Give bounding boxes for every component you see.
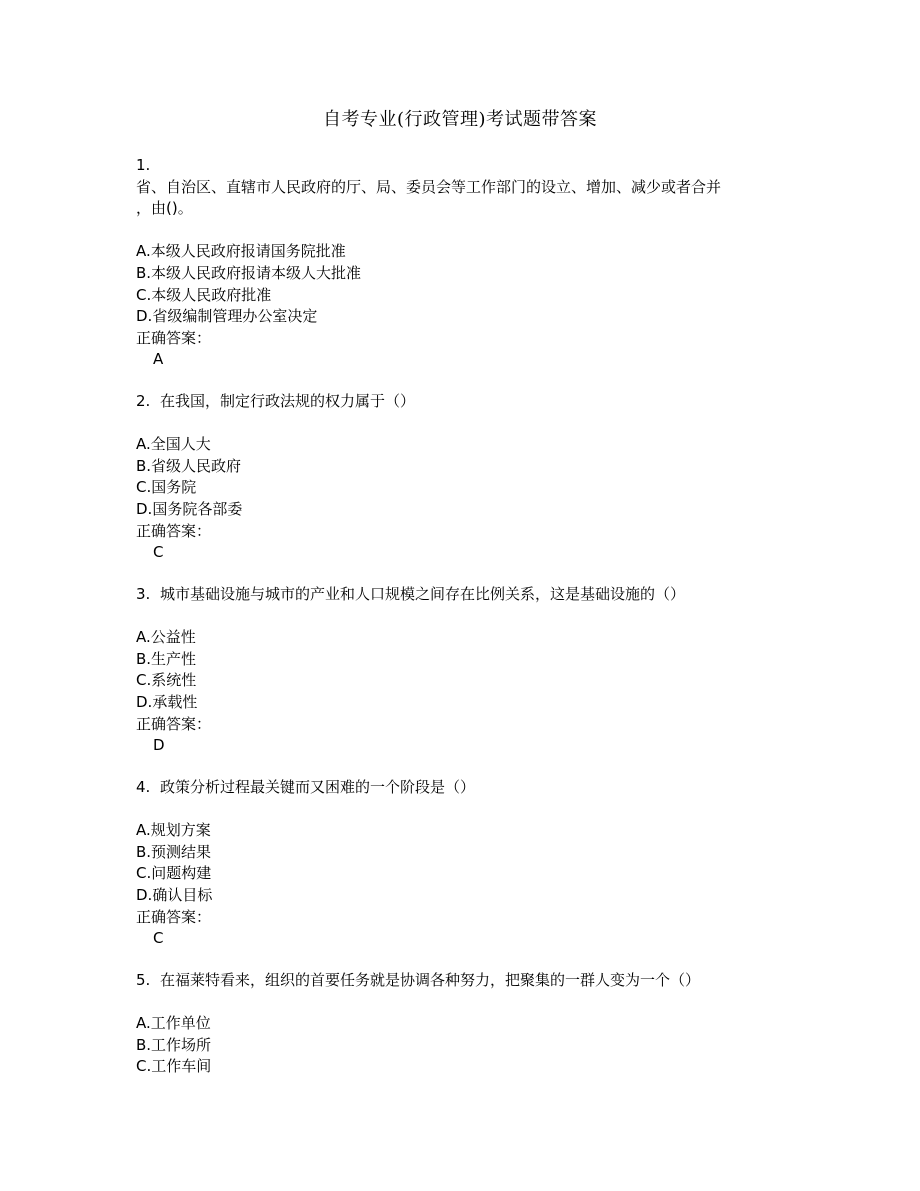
option-c: C.工作车间 (136, 1057, 212, 1076)
answer-value: A (153, 350, 164, 369)
option-b: B.省级人民政府 (136, 456, 242, 475)
question-stem: 在我国，制定行政法规的权力属于（） (160, 392, 416, 410)
question-list (136, 155, 796, 1078)
question-4 (136, 777, 796, 970)
question-stem: 省、自治区、直辖市人民政府的厅、局、委员会等工作部门的设立、增加、减少或者合并 (136, 177, 722, 196)
question-stem-line (136, 970, 796, 992)
option-b: B.本级人民政府报请本级人大批准 (136, 263, 362, 282)
question-3 (136, 584, 796, 777)
question-number: 1. (136, 156, 151, 174)
question-stem: 在福莱特看来，组织的首要任务就是协调各种努力，把聚集的一群人变为一个（） (160, 971, 701, 989)
answer-label: 正确答案： (136, 714, 212, 733)
option-a: A.工作单位 (136, 1014, 211, 1033)
option-a: A.公益性 (136, 628, 196, 647)
spacer (136, 992, 796, 1014)
answer-label: 正确答案： (136, 521, 212, 540)
option-b: B.工作场所 (136, 1035, 212, 1054)
option-a: A.全国人大 (136, 435, 211, 454)
question-stem-line (136, 584, 796, 606)
question-1 (136, 155, 796, 391)
option-c: C.问题构建 (136, 864, 212, 883)
question-number: 5. (136, 971, 151, 989)
question-stem-line (136, 391, 796, 413)
question-number: 4. (136, 778, 151, 796)
option-a: A.本级人民政府报请国务院批准 (136, 242, 346, 261)
question-number: 3. (136, 585, 151, 603)
spacer (136, 413, 796, 435)
question-stem: 政策分析过程最关键而又困难的一个阶段是（） (160, 778, 476, 796)
answer-value: C (153, 929, 164, 948)
option-d: D.承载性 (136, 692, 198, 711)
spacer (136, 799, 796, 821)
option-d: D.省级编制管理办公室决定 (136, 307, 318, 326)
answer-value: C (153, 543, 164, 562)
option-b: B.生产性 (136, 649, 197, 668)
question-2 (136, 391, 796, 584)
page-title: 自考专业(行政管理)考试题带答案 (322, 109, 598, 130)
question-stem-continued: ，由()。 (136, 199, 193, 218)
question-stem: 城市基础设施与城市的产业和人口规模之间存在比例关系，这是基础设施的（） (160, 585, 686, 603)
option-c: C.系统性 (136, 671, 197, 690)
answer-label: 正确答案： (136, 907, 212, 926)
answer-label: 正确答案： (136, 328, 212, 347)
option-c: C.本级人民政府批准 (136, 285, 272, 304)
option-b: B.预测结果 (136, 842, 212, 861)
spacer (136, 220, 796, 242)
question-stem-line (136, 777, 796, 799)
option-a: A.规划方案 (136, 821, 211, 840)
question-number: 2. (136, 392, 151, 410)
option-c: C.国务院 (136, 478, 197, 497)
option-d: D.国务院各部委 (136, 499, 243, 518)
option-d: D.确认目标 (136, 885, 213, 904)
spacer (136, 606, 796, 628)
answer-value: D (153, 736, 165, 755)
question-5 (136, 970, 796, 1078)
